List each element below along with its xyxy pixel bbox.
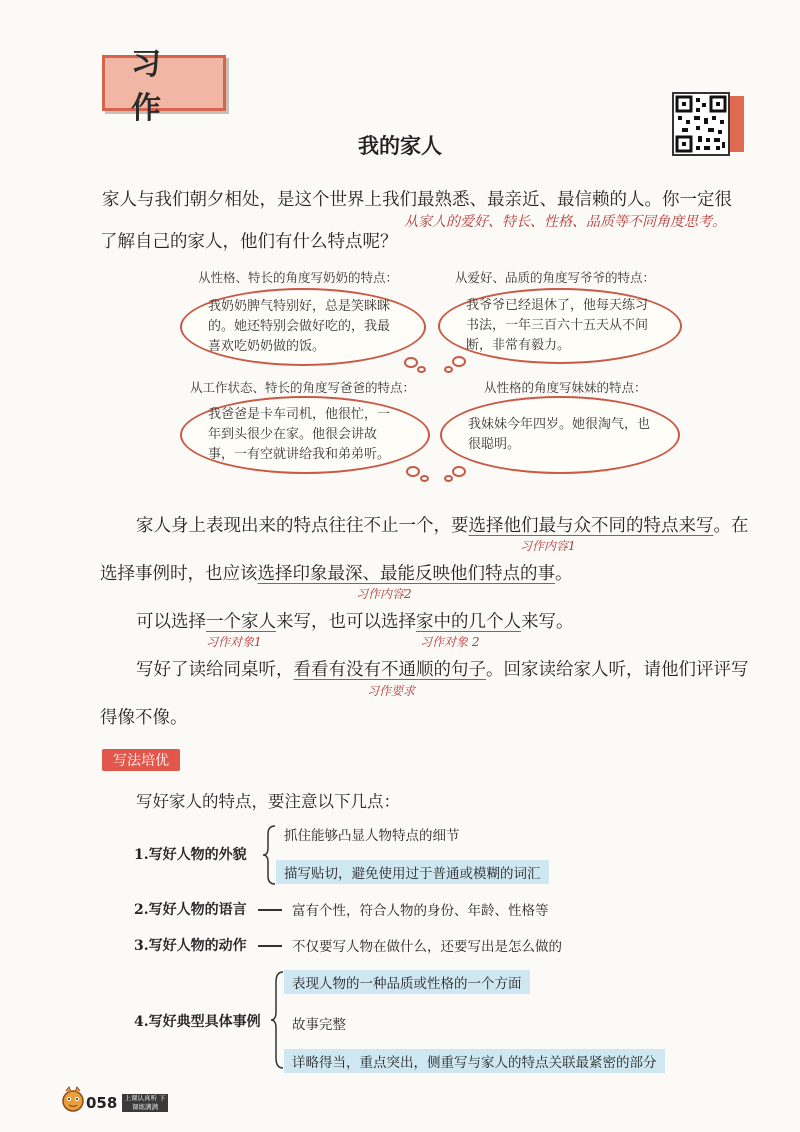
body-line-5: 得像不像。 xyxy=(100,708,188,728)
connector-dash xyxy=(258,945,282,947)
intro-note: 从家人的爱好、特长、性格、品质等不同角度思考。 xyxy=(404,214,726,230)
tip-point: 详略得当，重点突出，侧重写与家人的特点关联最紧密的部分 xyxy=(284,1049,665,1073)
underlined-phrase: 家中的几个人 xyxy=(416,612,521,632)
intro-line-2: 了解自己的家人，他们有什么特点呢？ xyxy=(100,232,398,252)
bubble-text-sister: 我妹妹今年四岁。她很淘气，也很聪明。 xyxy=(468,417,651,452)
tip-item-label: 1.写好人物的外貌 xyxy=(134,847,247,863)
body-text: 。 xyxy=(555,564,573,584)
intro-line-1: 家人与我们朝夕相处，是这个世界上我们最熟悉、最亲近、最信赖的人。你一定很 xyxy=(102,190,732,210)
bubble-tail-dot xyxy=(444,475,453,482)
tip-point: 抓住能够凸显人物特点的细节 xyxy=(284,828,460,844)
tip-item-label: 2.写好人物的语言 xyxy=(134,902,247,918)
speech-bubble-dad xyxy=(180,396,430,474)
body-text: 来写，也可以选择 xyxy=(276,612,416,632)
bubble-label-grandma: 从性格、特长的角度写奶奶的特点： xyxy=(198,270,399,285)
body-line-4 xyxy=(136,656,749,681)
body-text: 选择事例时，也应该 xyxy=(100,564,258,584)
body-line-2 xyxy=(100,560,573,585)
section-tag-label: 习作 xyxy=(131,47,187,126)
underlined-phrase: 选择他们最与众不同的特点来写 xyxy=(468,516,714,536)
bubble-label-sister: 从性格的角度写妹妹的特点： xyxy=(484,380,647,395)
bubble-text-dad: 我爸爸是卡车司机，他很忙，一年到头很少在家。他很会讲故事，一有空就讲给我和弟弟听。 xyxy=(208,407,391,462)
bubble-tail-dot xyxy=(452,466,466,477)
tip-point: 故事完整 xyxy=(292,1017,346,1033)
underlined-phrase: 一个家人 xyxy=(206,612,276,632)
tip-item-label: 3.写好人物的动作 xyxy=(134,938,247,954)
tip-point: 表现人物的一种品质或性格的一个方面 xyxy=(284,970,530,994)
page-title: 我的家人 xyxy=(358,134,442,158)
body-text: 。在 xyxy=(713,516,749,536)
annotation-content-1: 习作内容1 xyxy=(520,539,576,553)
body-text: 。回家读给家人听，请他们评评写 xyxy=(486,660,749,680)
underlined-phrase: 看看有没有不通顺的句子 xyxy=(293,660,486,680)
underlined-phrase: 选择印象最深、最能反映他们特点的事 xyxy=(257,564,555,584)
tips-tag: 写法培优 xyxy=(102,749,180,771)
annotation-requirement: 习作要求 xyxy=(367,684,416,698)
bubble-label-dad: 从工作状态、特长的角度写爸爸的特点： xyxy=(190,380,416,395)
annotation-content-2: 习作内容2 xyxy=(356,587,412,601)
mascot-icon xyxy=(60,1085,86,1117)
body-text: 可以选择 xyxy=(136,612,206,632)
bubble-text-grandpa: 我爷爷已经退休了，他每天练习书法，一年三百六十五天从不间断，非常有毅力。 xyxy=(466,298,649,353)
body-text: 写好了读给同桌听， xyxy=(136,660,294,680)
footer-badge: 上课认真听 下课练满满 xyxy=(122,1094,168,1112)
bubble-tail-dot xyxy=(404,357,418,368)
tip-item-label: 4.写好典型具体事例 xyxy=(134,1014,261,1030)
tips-intro: 写好家人的特点，要注意以下几点： xyxy=(136,792,400,811)
connector-dash xyxy=(258,909,282,911)
body-text: 来写。 xyxy=(521,612,574,632)
bubble-label-grandpa: 从爱好、品质的角度写爷爷的特点： xyxy=(455,270,656,285)
body-text: 家人身上表现出来的特点往往不止一个，要 xyxy=(136,516,469,536)
section-tag xyxy=(102,47,226,126)
bubble-tail-dot xyxy=(417,366,426,373)
body-line-1 xyxy=(136,512,749,537)
page-number: 058 xyxy=(86,1094,118,1112)
bubble-tail-dot xyxy=(406,466,420,477)
body-line-3 xyxy=(136,608,574,633)
speech-bubble-grandma xyxy=(180,288,426,366)
speech-bubble-sister xyxy=(440,396,680,474)
bubble-tail-dot xyxy=(420,475,429,482)
bubble-tail-dot xyxy=(452,356,466,367)
bubble-text-grandma: 我奶奶脾气特别好，总是笑眯眯的。她还特别会做好吃的，我最喜欢吃奶奶做的饭。 xyxy=(208,299,391,354)
annotation-object-2: 习作对象 2 xyxy=(420,635,480,649)
tip-point: 描写贴切，避免使用过于普通或模糊的词汇 xyxy=(276,860,549,884)
speech-bubble-grandpa xyxy=(438,288,682,364)
bubble-tail-dot xyxy=(444,366,453,373)
tip-point: 富有个性，符合人物的身份、年龄、性格等 xyxy=(292,903,549,919)
annotation-object-1: 习作对象1 xyxy=(206,635,262,649)
tip-point: 不仅要写人物在做什么，还要写出是怎么做的 xyxy=(292,939,562,955)
